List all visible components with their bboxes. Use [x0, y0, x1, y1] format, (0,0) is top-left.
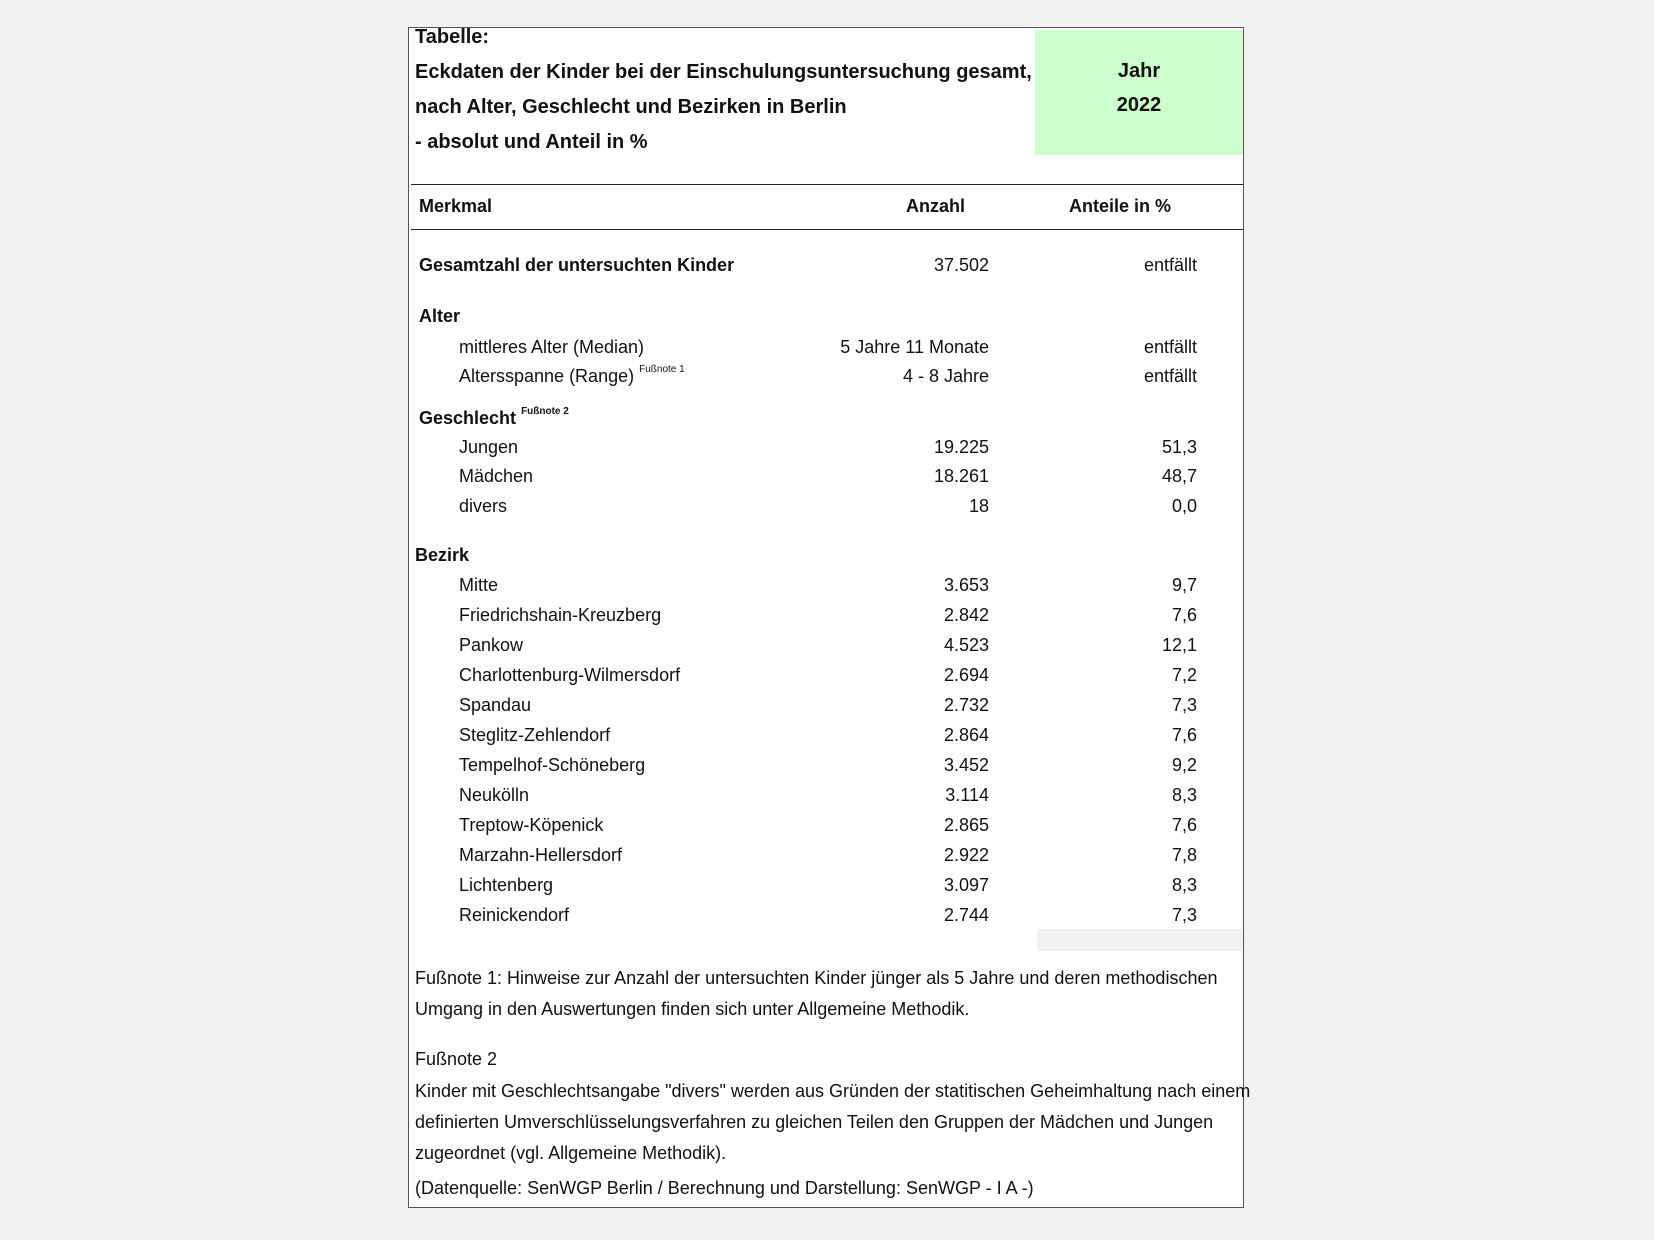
title-line-1: Tabelle: — [415, 26, 490, 48]
footnote-marker: Fußnote 1 — [639, 364, 685, 375]
row-anteil: 9,2 — [1171, 755, 1197, 775]
year-value: 2022 — [1116, 94, 1162, 116]
section-alter — [409, 306, 1245, 336]
row-anzahl: 3.097 — [943, 875, 989, 895]
row-label: Steglitz-Zehlendorf — [459, 725, 611, 745]
table-row — [409, 665, 1245, 695]
footnote-2-line-2: definierten Umverschlüsselungsverfahren zu gleichen Teilen den Gruppen der Mädchen und Jungen — [415, 1112, 1214, 1132]
row-label: Spandau — [459, 695, 532, 715]
table-row — [409, 785, 1245, 815]
title-line-4: - absolut und Anteil in % — [415, 131, 648, 153]
year-label: Jahr — [1117, 60, 1161, 82]
header-anteile: Anteile in % — [1068, 196, 1171, 216]
row-anzahl: 2.864 — [943, 725, 989, 745]
footnote-2-title: Fußnote 2 — [415, 1049, 498, 1069]
row-anteil: 48,7 — [1161, 466, 1197, 486]
table-row — [409, 466, 1245, 496]
row-anteil: 51,3 — [1161, 437, 1197, 457]
footnote-marker: Fußnote 2 — [521, 406, 569, 417]
header-anzahl: Anzahl — [905, 196, 965, 216]
row-anzahl: 2.744 — [943, 905, 989, 925]
row-label: Neukölln — [459, 785, 530, 805]
row-label: Lichtenberg — [459, 875, 554, 895]
table-row — [409, 337, 1245, 367]
table-row — [409, 695, 1245, 725]
row-anzahl: 37.502 — [933, 255, 989, 275]
row-label: Friedrichshain-Kreuzberg — [459, 605, 662, 625]
header-merkmal: Merkmal — [419, 196, 493, 216]
row-anzahl: 4.523 — [943, 635, 989, 655]
table-row — [409, 437, 1245, 467]
row-anteil: 7,8 — [1171, 845, 1197, 865]
table-row — [409, 725, 1245, 755]
row-label: Jungen — [459, 437, 519, 457]
section-bezirk — [409, 545, 1245, 575]
section-heading-text: Geschlecht — [419, 408, 517, 428]
row-label: Treptow-Köpenick — [459, 815, 604, 835]
row-anzahl: 2.732 — [943, 695, 989, 715]
year-box — [1035, 30, 1243, 155]
row-anzahl: 19.225 — [933, 437, 989, 457]
row-anzahl: 2.865 — [943, 815, 989, 835]
table-row — [409, 875, 1245, 905]
footnote-2-line-1: Kinder mit Geschlechtsangabe "divers" werden aus Gründen der statitischen Geheimhaltung nach einem — [415, 1081, 1251, 1101]
row-anteil: 7,6 — [1171, 815, 1197, 835]
row-label: Mädchen — [459, 466, 534, 486]
table-row-total — [409, 255, 1245, 285]
row-anzahl: 2.842 — [943, 605, 989, 625]
title-line-2: Eckdaten der Kinder bei der Einschulungsuntersuchung gesamt, — [415, 61, 1032, 83]
table-row — [409, 496, 1245, 526]
row-anteil: 7,6 — [1171, 725, 1197, 745]
table-row — [409, 845, 1245, 875]
table-row — [409, 605, 1245, 635]
row-anzahl: 18 — [968, 496, 989, 516]
row-anteil: entfällt — [1143, 366, 1197, 386]
row-anzahl: 5 Jahre 11 Monate — [840, 337, 989, 357]
row-anteil: 8,3 — [1171, 785, 1197, 805]
section-heading — [419, 408, 569, 429]
footnote-2-line-3: zugeordnet (vgl. Allgemeine Methodik). — [415, 1143, 727, 1163]
row-label: Mitte — [459, 575, 499, 595]
row-anteil: entfällt — [1143, 337, 1197, 357]
header-top-rule — [411, 184, 1243, 185]
table-row — [409, 755, 1245, 785]
row-anzahl: 2.694 — [943, 665, 989, 685]
footnote-1-line-1: Fußnote 1: Hinweise zur Anzahl der untersuchten Kinder jünger als 5 Jahre und deren methodischen — [415, 968, 1218, 988]
section-heading: Alter — [419, 306, 461, 326]
row-label: Gesamtzahl der untersuchten Kinder — [419, 255, 735, 275]
row-label: Marzahn-Hellersdorf — [459, 845, 623, 865]
row-anzahl: 3.114 — [945, 785, 989, 805]
row-anzahl: 4 - 8 Jahre — [902, 366, 989, 386]
row-anteil: 7,3 — [1171, 905, 1197, 925]
table-sheet — [408, 26, 1251, 1208]
row-label: Pankow — [459, 635, 524, 655]
row-anteil: 8,3 — [1171, 875, 1197, 895]
table-row — [409, 815, 1245, 845]
title-line-3: nach Alter, Geschlecht und Bezirken in Berlin — [415, 96, 847, 118]
row-label: Reinickendorf — [459, 905, 570, 925]
row-label: divers — [459, 496, 508, 516]
section-geschlecht — [409, 408, 1245, 438]
section-heading: Bezirk — [415, 545, 470, 565]
row-anzahl: 3.653 — [943, 575, 989, 595]
row-label-text: Altersspanne (Range) — [459, 366, 635, 386]
table-row — [409, 366, 1245, 396]
footnote-1-line-2: Umgang in den Auswertungen finden sich unter Allgemeine Methodik. — [415, 999, 970, 1019]
row-label: mittleres Alter (Median) — [459, 337, 645, 357]
header-bottom-rule — [411, 229, 1243, 230]
row-anteil: 12,1 — [1161, 635, 1197, 655]
table-row — [409, 575, 1245, 605]
table-row — [409, 635, 1245, 665]
row-label: Charlottenburg-Wilmersdorf — [459, 665, 681, 685]
data-source: (Datenquelle: SenWGP Berlin / Berechnung und Darstellung: SenWGP - I A -) — [415, 1178, 1034, 1198]
row-anteil: 7,3 — [1171, 695, 1197, 715]
row-anteil: entfällt — [1143, 255, 1197, 275]
row-anteil: 7,6 — [1171, 605, 1197, 625]
row-anteil: 9,7 — [1171, 575, 1197, 595]
row-anteil: 7,2 — [1171, 665, 1197, 685]
row-anzahl: 2.922 — [943, 845, 989, 865]
row-anteil: 0,0 — [1171, 496, 1197, 516]
row-label: Tempelhof-Schöneberg — [459, 755, 646, 775]
row-anzahl: 18.261 — [933, 466, 989, 486]
row-label — [459, 366, 685, 387]
row-anzahl: 3.452 — [943, 755, 989, 775]
grey-cell — [1037, 929, 1243, 951]
